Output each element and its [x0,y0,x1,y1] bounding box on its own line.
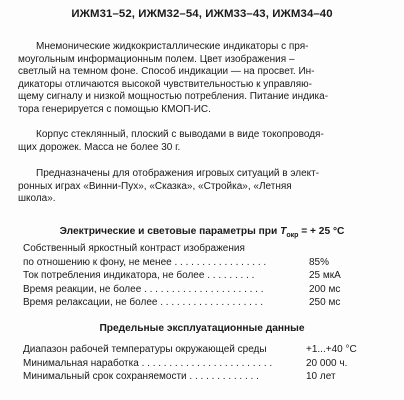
temperature-symbol: T [280,226,287,237]
paragraph-line: дикаторы отличаются высокой чувствительностью к управляю- [18,78,312,90]
parameter-row [23,256,375,270]
paragraph-line: Предназначены для отображения игровых ситуаций в элект- [36,168,320,179]
paragraph-line: щему сигналу и низкой мощностью потребления. Питание индика- [18,91,329,103]
paragraph-line: тора генерируется с помощью КМОП-ИС. [18,103,211,115]
electrical-parameters-heading [0,226,404,239]
heading-text: Электрические и световые параметры при [59,226,281,237]
parameter-value: +1...+40 °С [306,344,357,355]
parameter-label: Собственный яркостный контраст изображения [23,243,245,254]
paragraph-line: ронных играх «Винни-Пух», «Сказка», «Стройка», «Летняя [18,180,292,192]
parameter-value: 250 мс [309,297,341,308]
parameter-label: Диапазон рабочей температуры окружающей среды [23,344,267,355]
parameter-row [23,357,375,371]
paragraph-line: Корпус стеклянный, плоский с выводами в виде токопроводя- [36,129,324,140]
parameter-value: 85% [309,256,330,268]
parameter-row [23,283,375,297]
parameter-row [23,242,375,256]
paragraph-line: щих дорожек. Масса не более 30 г. [18,141,181,153]
parameter-value: 20 000 ч. [306,357,348,369]
parameter-value: 25 мкА [309,270,341,281]
temperature-subscript: окр [286,232,299,240]
paragraph-line: школа». [18,193,56,205]
paragraph-line: светлый на темном фоне. Способ индикации — на просвет. Ин- [18,66,315,78]
parameter-label: Время релаксации, не более . . . . . . . . . . . . . . . . . . . [23,297,264,308]
parameter-value: 200 мс [309,283,341,295]
parameter-label: Минимальная наработка . . . . . . . . . . . . . . . . . . . . . . . . [23,357,273,369]
page-title: ИЖМ31–52, ИЖМ32–54, ИЖМ33–43, ИЖМ34–40 [71,8,333,20]
paragraph-line: Мнемонические жидкокристаллические индикаторы с пря- [36,41,309,52]
electrical-parameters-table [23,242,375,310]
parameter-row [23,370,375,384]
operating-limits-heading: Предельные эксплуатационные данные [99,323,305,334]
parameter-label: Время реакции, не более . . . . . . . . . . . . . . . . . . . . . . [23,283,264,295]
paragraph-line: моугольным информационным полем. Цвет изображения – [18,53,295,65]
temperature-value: = + 25 °С [298,226,345,237]
parameter-row [23,269,375,283]
description-paragraph [18,41,390,117]
operating-limits-table [23,343,375,384]
parameter-value: 10 лет [306,371,336,382]
parameter-row [23,296,375,310]
housing-paragraph [18,129,390,154]
parameter-label: Минимальный срок сохраняемости . . . . . . . . . . . . . [23,371,259,382]
parameter-label: по отношению к фону, не менее . . . . . . . . . . . . . . . . . [23,256,267,268]
purpose-paragraph [18,168,390,206]
parameter-row [23,343,375,357]
parameter-label: Ток потребления индикатора, не более . . . . . . . . . [23,270,255,281]
